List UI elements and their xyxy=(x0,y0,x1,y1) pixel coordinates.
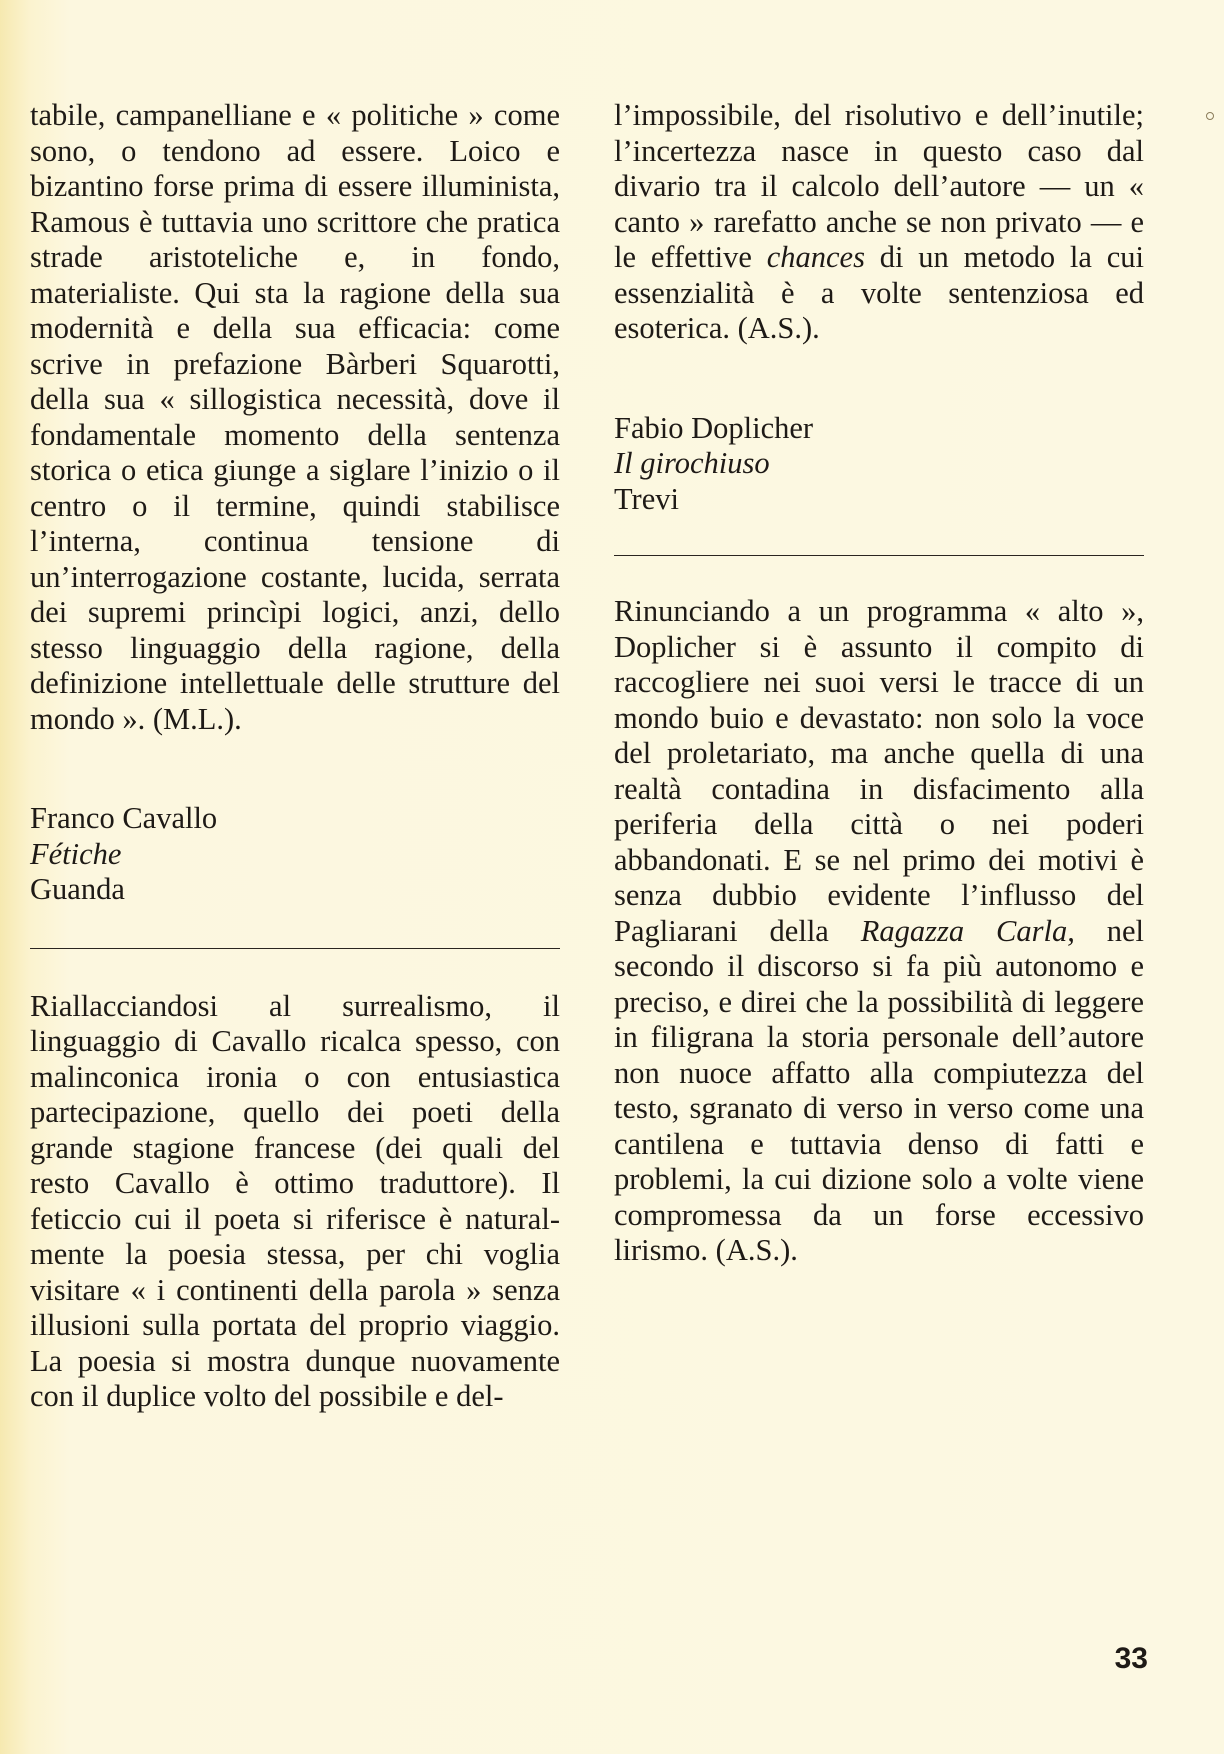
review-text: nel secondo il discorso si fa più autonomo e preciso, e direi che la possibilità di leggere in filigrana la storia personale dell’autore non nuoce affatto alla compiutezza del testo, sgranato di verso in verso come una cantilena e tuttavia denso di fatti e problemi, la cui dizione solo a volte viene compromessa da un forse eccessivo lirismo. (A.S.). xyxy=(614,913,1144,1267)
entry-author: Franco Cavallo xyxy=(30,801,218,835)
doplicher-review xyxy=(614,594,1144,1269)
book-entry-cavallo xyxy=(30,801,560,908)
right-column xyxy=(614,98,1144,1269)
page-number: 33 xyxy=(1114,1642,1148,1675)
left-column xyxy=(30,98,560,1415)
review-text: l’impossibile, del risolutivo e dell’inutile; l’incertezza nasce in questo caso dal divario tra il calcolo dell’autore — un « canto » rarefatto anche se non privato — e le effettive xyxy=(614,98,1144,274)
entry-author: Fabio Doplicher xyxy=(614,410,814,445)
paper-speck xyxy=(1206,112,1214,120)
cavallo-review-end xyxy=(614,98,1144,347)
review-italic-title: Ragazza Carla, xyxy=(860,913,1075,948)
entry-title: Fétiche xyxy=(30,836,122,871)
book-entry-doplicher xyxy=(614,411,1144,518)
section-divider xyxy=(30,948,560,949)
cavallo-review-continuation: tabile, campanelliane e « politiche » come sono, o tendono ad essere. Loico e bizantino forse prima di essere illuminista, Ramous è tuttavia uno scrittore che pratica strade aristoteliche e, in fondo, materialiste. Qui sta la ragione della sua modernità e della sua efficacia: come scrive in prefazione Bàrberi Squarotti, della sua « sillogistica necessità, dove il fondamentale momento della sentenza storica o etica giunge a siglare l’inizio o il centro o il termine, quindi stabilisce l’interna, continua tensione di un’interrogazione costante, lucida, serrata dei supremi princìpi logici, anzi, dello stesso linguaggio della ragione, della definizione intellettuale delle strutture del mondo ». (M.L.). xyxy=(30,98,560,736)
cavallo-review: Riallacciandosi al surrealismo, il linguaggio di Cavallo ricalca spesso, con malinconica ironia o con entusiastica partecipazione, quello dei poeti della grande stagione francese (dei quali del resto Cavallo è ottimo traduttore). Il feticcio cui il poeta si riferisce è naturalmente la poesia stessa, per chi voglia visitare « i continenti della parola » senza illusioni sulla portata del proprio viaggio. La poesia si mostra dunque nuovamente con il duplice volto del possibile e del- xyxy=(30,988,560,1413)
entry-title: Il girochiuso xyxy=(614,446,770,480)
section-divider xyxy=(614,555,1144,556)
entry-publisher: Guanda xyxy=(30,872,125,906)
review-text: Rinunciando a un programma « alto », Doplicher si è assunto il compito di raccogliere nei suoi versi le tracce di un mondo buio e devastato: non solo la voce del proletariato, ma anche quella di una realtà contadina in disfacimento alla periferia della città o nei poderi abbandonati. E se nel primo dei motivi è senza dubbio evidente l’influsso del Pagliarani della xyxy=(614,594,1144,948)
review-text: di un metodo la cui essenzialità è a volte sentenziosa ed esoterica. (A.S.). xyxy=(614,240,1145,345)
review-italic-word: chances xyxy=(766,240,865,274)
entry-publisher: Trevi xyxy=(614,481,679,516)
